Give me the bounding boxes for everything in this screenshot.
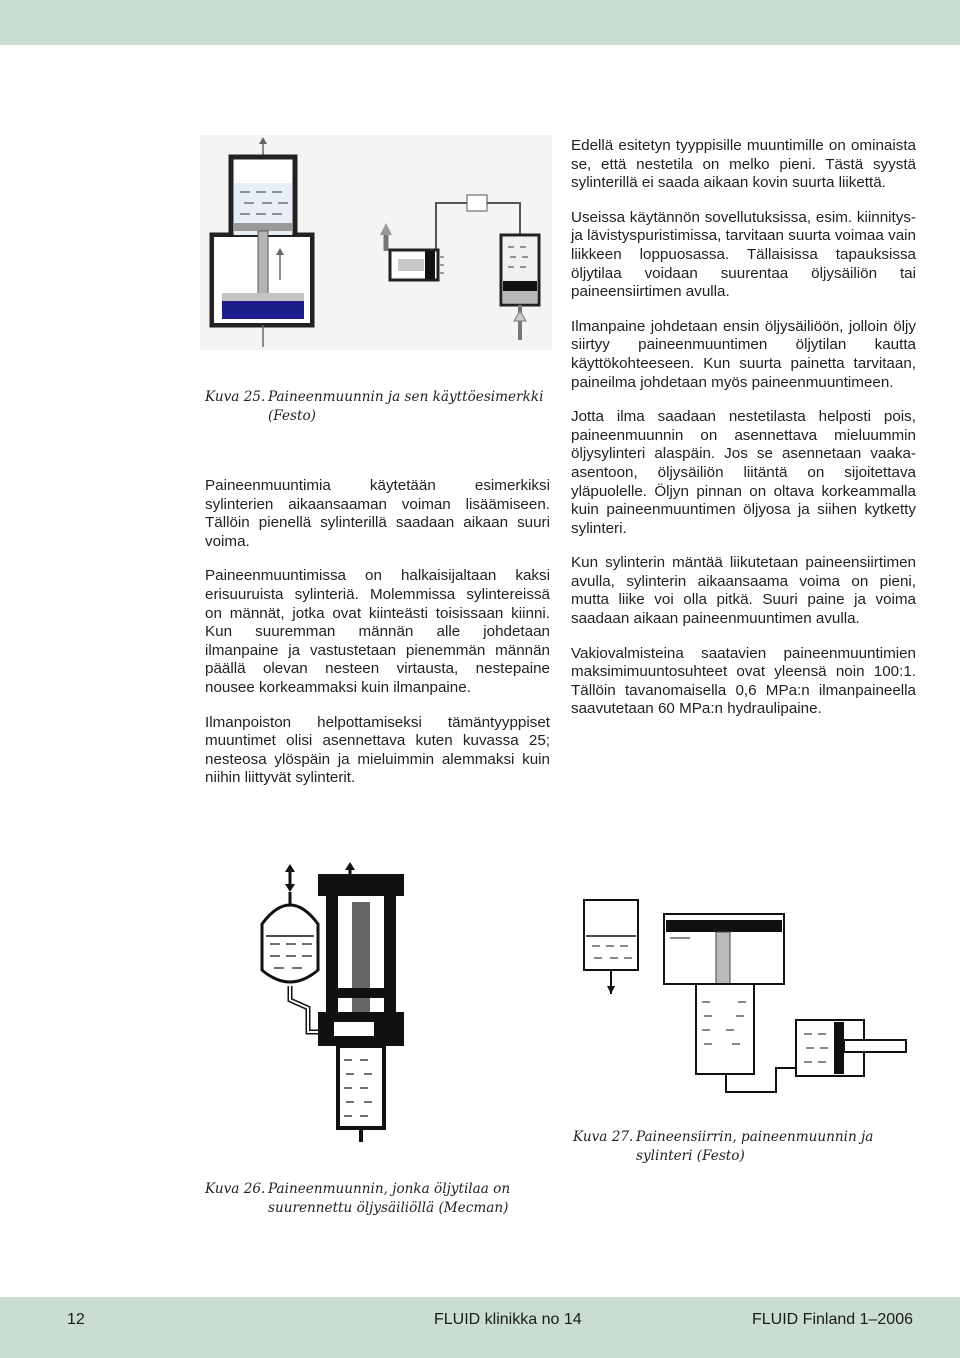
footer-issue: FLUID Finland 1–2006 bbox=[752, 1311, 913, 1328]
caption-label: Kuva 25. bbox=[205, 389, 266, 405]
caption-label: Kuva 26. bbox=[205, 1181, 266, 1197]
paragraph: Paineenmuuntimissa on halkaisijaltaan kaksi erisuuruista sylinteriä. Molemmissa sylintereissä on männät, jotka ovat kiinteästi toisissaan kiinni. Kun suuremman männän alle johdetaan ilmanpaine ja vastustetaan pienemmän männän päällä olevan nesteen virtausta, nestepaine nousee korkeammaksi kuin ilmanpaine. bbox=[205, 567, 550, 696]
figure-27-diagram bbox=[576, 890, 916, 1120]
header-band bbox=[0, 0, 960, 45]
right-column-text bbox=[571, 137, 916, 719]
paragraph: Useissa käytännön sovellutuksissa, esim. kiinnitys- ja lävistyspuristimissa, tarvitaan suurta voimaa vain liikkeen loppuosassa. Tällaisissa tapauksissa öljytilaa voidaan suurentaa öljysäiliön tai paineensiirtimen avulla. bbox=[571, 208, 916, 301]
figure-25-caption bbox=[205, 388, 565, 426]
paragraph: Vakiovalmisteina saatavien paineenmuuntimien maksimimuuntosuhteet ovat yleensä noin 100:1. Tällöin tavanomaisella 0,6 MPa:n ilmanpaineella saavutetaan 60 MPa:n hydraulipaine. bbox=[571, 644, 916, 718]
figure-26-diagram bbox=[252, 862, 422, 1142]
caption-label: Kuva 27. bbox=[573, 1129, 634, 1145]
left-column-text bbox=[205, 477, 550, 788]
caption-line: sylinteri (Festo) bbox=[636, 1148, 745, 1164]
caption-line: (Festo) bbox=[268, 408, 316, 424]
paragraph: Ilmanpaine johdetaan ensin öljysäiliöön, jolloin öljy siirtyy paineenmuuntimen öljytilan kautta käyttökohteeseen. Kun suurta painetta tarvitaan, paineilma johdetaan myös paineenmuuntimeen. bbox=[571, 317, 916, 391]
paragraph: Paineenmuuntimia käytetään esimerkiksi sylinterien aikaansaaman voiman lisäämiseen. Tällöin pienellä sylinterillä saadaan aikaan suuri voima. bbox=[205, 477, 550, 550]
caption-line: Paineenmuunnin ja sen käyttöesimerkki bbox=[268, 389, 544, 405]
paragraph: Jotta ilma saadaan nestetilasta helposti pois, paineenmuunnin on asennettava mieluummin öljysylinteri alaspäin. Jos se asennetaan vaaka-asentoon, öljysäiliön liitäntä on sijoitettava yläpuolelle. Öljyn pinnan on oltava korkeammalla kuin paineenmuuntimen öljyosa ja siihen kytketty sylinteri. bbox=[571, 408, 916, 537]
paragraph: Edellä esitetyn tyyppisille muuntimille on ominaista se, että nestetila on melko pieni. Tästä syystä sylinterillä ei saada aikaan kovin suurta liikettä. bbox=[571, 137, 916, 192]
caption-line: Paineenmuunnin, jonka öljytilaa on bbox=[268, 1181, 511, 1197]
page-number: 12 bbox=[67, 1311, 85, 1328]
caption-line: Paineensiirrin, paineenmuunnin ja bbox=[636, 1129, 874, 1145]
figure-27-caption bbox=[573, 1128, 943, 1166]
figure-25-diagram bbox=[200, 135, 552, 350]
paragraph: Kun sylinterin mäntää liikutetaan paineensiirtimen avulla, sylinterin aikaansaama voima on pieni, mutta liike voi olla pitkä. Suuri paine ja voima saadaan aikaan paineenmuuntimen avulla. bbox=[571, 554, 916, 628]
footer-publication: FLUID klinikka no 14 bbox=[434, 1311, 582, 1328]
paragraph: Ilmanpoiston helpottamiseksi tämäntyyppiset muuntimet olisi asennettava kuten kuvassa 25; nesteosa ylöspäin ja mieluimmin alemmaksi kuin niihin liittyvät sylinterit. bbox=[205, 713, 550, 787]
caption-line: suurennettu öljysäiliöllä (Mecman) bbox=[268, 1200, 509, 1216]
figure-26-caption bbox=[205, 1180, 565, 1218]
